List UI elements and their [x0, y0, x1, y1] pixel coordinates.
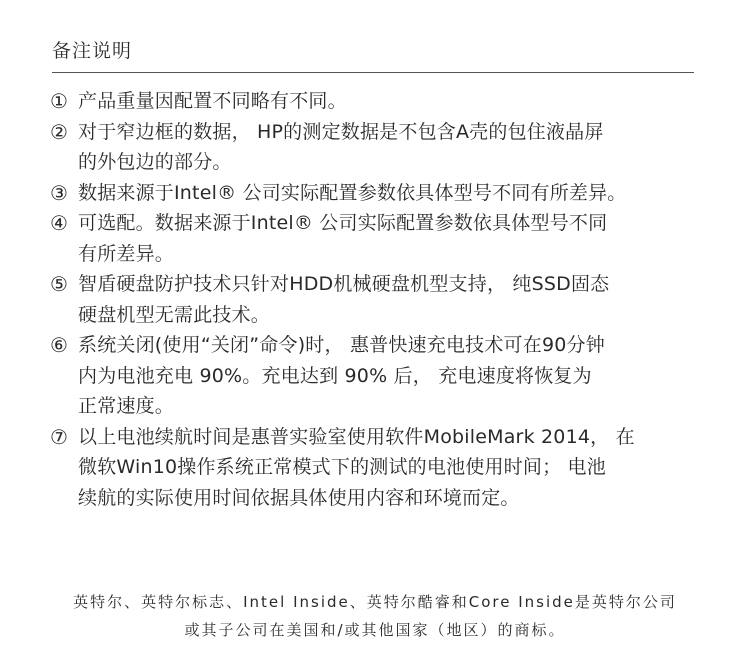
- note-marker: ①: [50, 89, 69, 113]
- trademark-line-1: 英特尔、英特尔标志、Intel Inside、英特尔酷睿和Core Inside是英特尔公司: [73, 593, 677, 611]
- notes-list: [50, 86, 700, 513]
- note-text: [78, 269, 700, 330]
- note-text: [78, 178, 700, 209]
- note-marker: ③: [50, 180, 69, 205]
- note-marker: ⑤: [50, 272, 69, 296]
- note-item-1: [50, 86, 700, 117]
- note-text: [78, 422, 700, 514]
- note-line: 硬盘机型无需此技术。: [78, 303, 271, 326]
- note-line: 智盾硬盘防护技术只针对HDD机械硬盘机型支持， 纯SSD固态: [78, 273, 610, 295]
- note-line: 产品重量因配置不同略有不同。: [78, 90, 347, 112]
- page-title: 备注说明: [52, 40, 133, 62]
- note-line: 续航的实际使用时间依据具体使用内容和环境而定。: [78, 486, 520, 509]
- note-item-2: [50, 117, 700, 178]
- note-line: 对于窄边框的数据， HP的测定数据是不包含A壳的包住液晶屏: [78, 120, 604, 143]
- trademark-footer: [0, 588, 750, 644]
- note-item-4: [50, 208, 700, 269]
- note-line: 有所差异。: [78, 242, 175, 265]
- note-line: 内为电池充电 90%。充电达到 90% 后， 充电速度将恢复为: [78, 364, 592, 387]
- note-item-6: [50, 330, 700, 422]
- note-marker: ⑦: [50, 424, 69, 449]
- note-item-5: [50, 269, 700, 330]
- note-line: 系统关闭(使用“关闭”命令)时， 惠普快速充电技术可在90分钟: [78, 334, 605, 356]
- note-line: 的外包边的部分。: [78, 151, 232, 173]
- note-line: 以上电池续航时间是惠普实验室使用软件MobileMark 2014， 在: [78, 425, 635, 448]
- note-text: [78, 330, 700, 422]
- note-text: [78, 117, 700, 178]
- note-item-3: [50, 178, 700, 209]
- note-line: 数据来源于Intel® 公司实际配置参数依具体型号不同有所差异。: [78, 181, 627, 204]
- note-text: [78, 86, 700, 117]
- note-text: [78, 208, 700, 269]
- note-marker: ②: [50, 119, 69, 144]
- note-item-7: [50, 422, 700, 514]
- note-line: 微软Win10操作系统正常模式下的测试的电池使用时间； 电池: [78, 456, 606, 478]
- note-line: 正常速度。: [78, 395, 175, 417]
- note-marker: ⑥: [50, 333, 69, 357]
- title-divider: [52, 72, 694, 73]
- note-marker: ④: [50, 211, 69, 235]
- note-line: 可选配。数据来源于Intel® 公司实际配置参数依具体型号不同: [78, 212, 608, 234]
- trademark-line-2: 或其子公司在美国和/或其他国家（地区）的商标。: [184, 621, 566, 639]
